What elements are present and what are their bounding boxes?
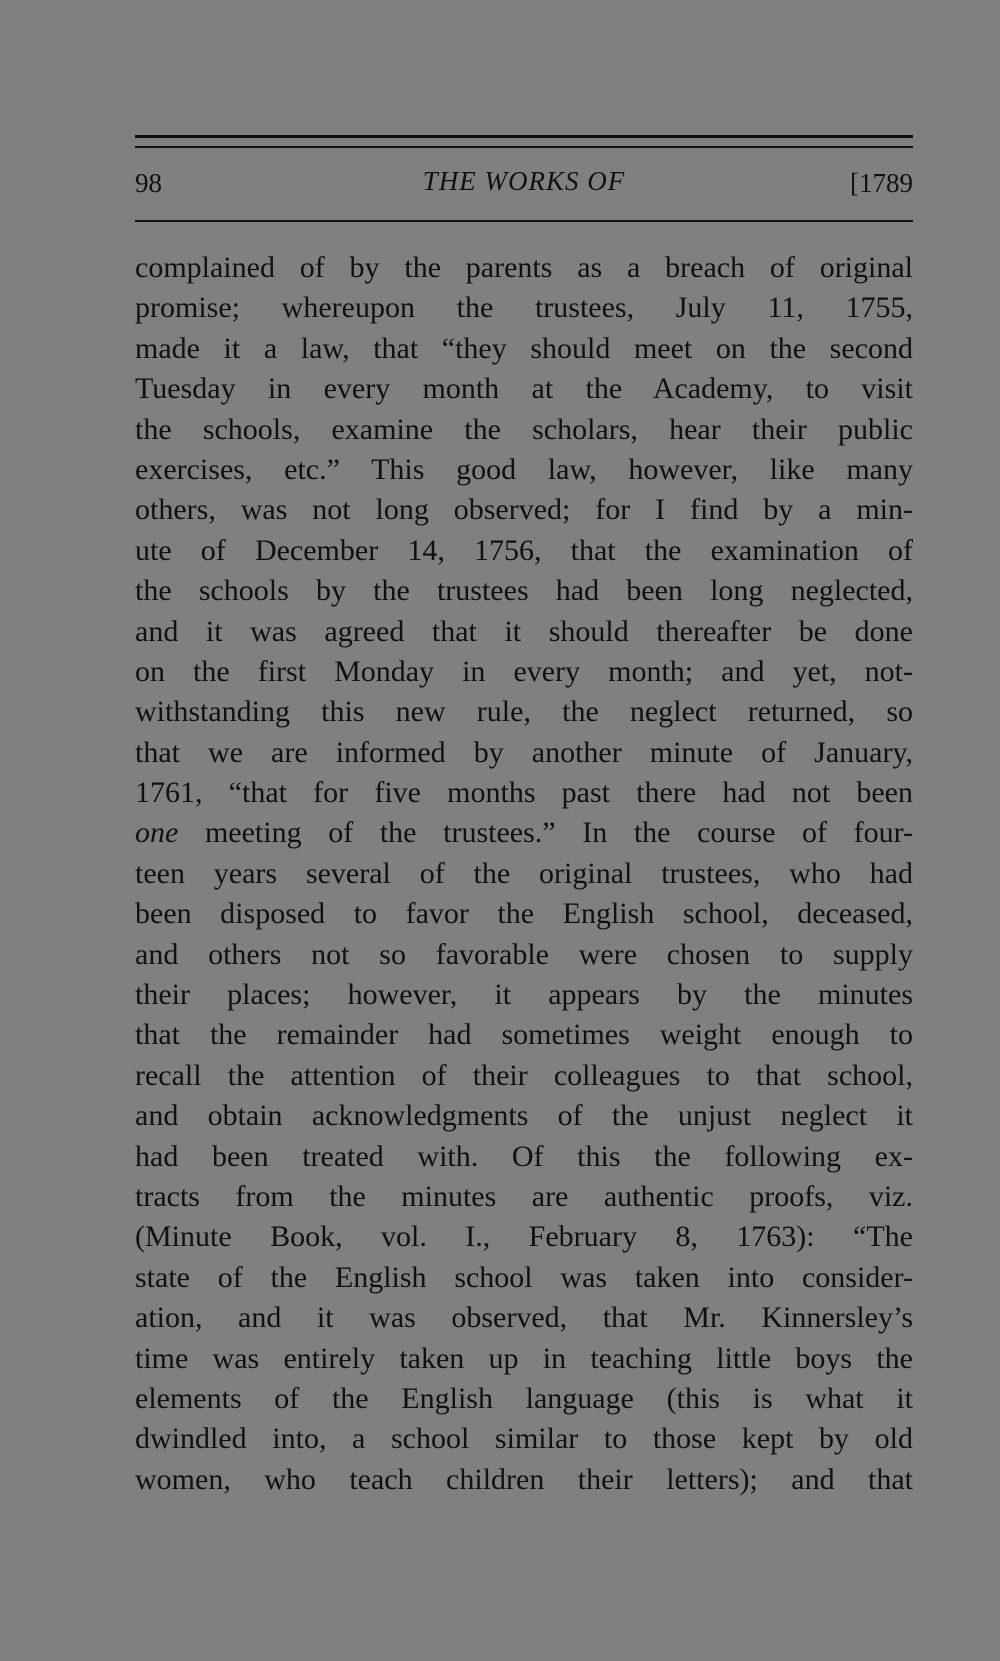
text-line: exercises, etc.” This good law, however, like many [135,452,913,486]
text-line: and others not so favorable were chosen to supply [135,937,913,971]
text-line: (Minute Book, vol. I., February 8, 1763): “The [135,1220,913,1254]
text-line: been disposed to favor the English school, deceased, [135,897,913,931]
text-line: had been treated with. Of this the following ex- [135,1139,913,1173]
text-line: tracts from the minutes are authentic proofs, viz. [135,1179,913,1213]
text-line: teen years several of the original trustees, who had [135,856,913,890]
text-line: others, was not long observed; for I find by a min- [135,493,913,527]
text-line-with-italic [135,813,913,853]
text-line: recall the attention of their colleagues to that school, [135,1058,913,1092]
text-line: and obtain acknowledgments of the unjust neglect it [135,1099,913,1133]
text-line: made it a law, that “they should meet on the second [135,331,913,365]
body-text [135,248,913,1500]
text-line: Tuesday in every month at the Academy, to visit [135,372,913,406]
header-year: [1789 [850,168,913,198]
text-line: that we are informed by another minute of January, [135,735,913,769]
page-number: 98 [135,168,162,198]
header-rule-top [135,135,913,138]
text-line: state of the English school was taken into consider- [135,1260,913,1294]
text-line: time was entirely taken up in teaching little boys the [135,1341,913,1375]
text-line: promise; whereupon the trustees, July 11, 1755, [135,291,913,325]
text-line-rest: meeting of the trustees.” In the course of four- [204,816,914,850]
running-header [135,166,913,206]
text-line: elements of the English language (this is what it [135,1381,913,1415]
text-line: the schools, examine the scholars, hear their public [135,412,913,446]
text-line: ute of December 14, 1756, that the examination of [135,533,913,567]
text-line: that the remainder had sometimes weight enough to [135,1018,913,1052]
text-line: on the first Monday in every month; and yet, not- [135,654,913,688]
italic-word: one [135,816,179,850]
text-line: 1761, “that for five months past there had not been [135,776,913,810]
text-line: and it was agreed that it should thereafter be done [135,614,913,648]
text-line: their places; however, it appears by the minutes [135,978,913,1012]
header-rule-bottom [135,220,913,222]
text-line: ation, and it was observed, that Mr. Kinnersley’s [135,1301,913,1335]
text-line: dwindled into, a school similar to those kept by old [135,1422,913,1456]
header-rule-second [135,146,913,148]
text-line: the schools by the trustees had been long neglected, [135,574,913,608]
text-line: withstanding this new rule, the neglect returned, so [135,695,913,729]
running-title: THE WORKS OF [422,166,626,196]
text-line: complained of by the parents as a breach of original [135,251,913,284]
text-line: women, who teach children their letters); and that [135,1462,913,1496]
